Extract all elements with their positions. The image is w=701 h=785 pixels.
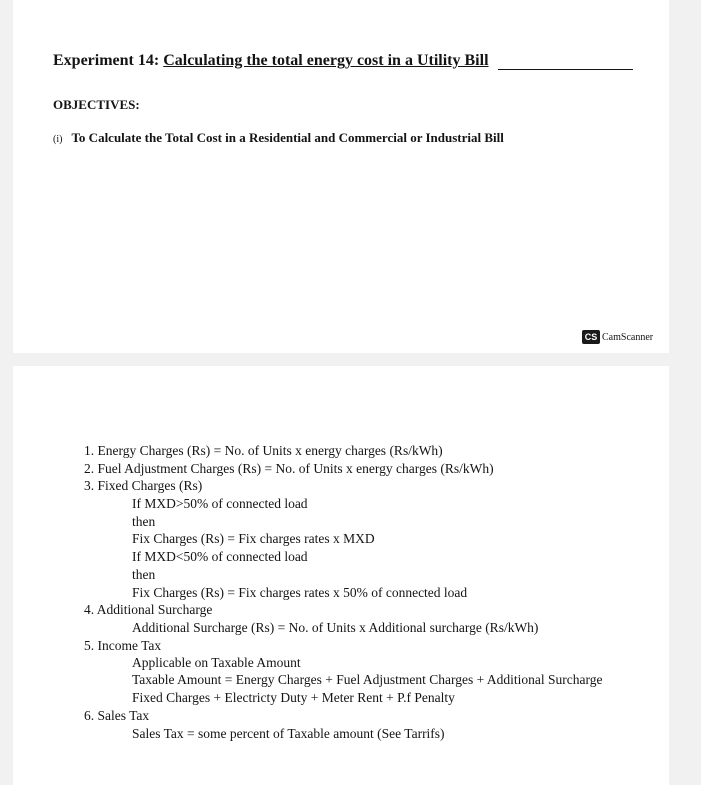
objectives-heading: OBJECTIVES: <box>53 97 140 112</box>
line-fix-charges-mxd: Fix Charges (Rs) = Fix charges rates x MXD <box>132 531 375 546</box>
line-fix-charges-50: Fix Charges (Rs) = Fix charges rates x 50% of connected load <box>132 585 468 600</box>
line-fuel-adjustment: 2. Fuel Adjustment Charges (Rs) = No. of Units x energy charges (Rs/kWh) <box>84 461 494 476</box>
objective-number: (i) <box>53 134 63 145</box>
page-1 <box>13 0 669 353</box>
line-then-1: then <box>132 514 156 529</box>
line-surcharge-formula: Additional Surcharge (Rs) = No. of Units x Additional surcharge (Rs/kWh) <box>132 620 539 635</box>
camscanner-text: CamScanner <box>602 331 654 343</box>
line-sales-tax-formula: Sales Tax = some percent of Taxable amount (See Tarrifs) <box>132 726 445 741</box>
page-2 <box>13 366 669 785</box>
line-additional-surcharge: 4. Additional Surcharge <box>84 602 213 617</box>
line-if-mxd-less: If MXD<50% of connected load <box>132 549 308 564</box>
camscanner-watermark <box>582 330 653 344</box>
line-energy-charges: 1. Energy Charges (Rs) = No. of Units x energy charges (Rs/kWh) <box>84 443 443 458</box>
line-sales-tax: 6. Sales Tax <box>84 708 150 723</box>
objective-text: To Calculate the Total Cost in a Residential and Commercial or Industrial Bill <box>71 130 504 145</box>
title-prefix: Experiment 14: <box>53 52 164 69</box>
title-underline-rule <box>498 69 633 70</box>
line-then-2: then <box>132 567 156 582</box>
experiment-title <box>53 52 489 70</box>
objective-item <box>53 130 504 146</box>
line-taxable-amount: Taxable Amount = Energy Charges + Fuel Adjustment Charges + Additional Surcharge <box>132 672 603 687</box>
title-underlined: Calculating the total energy cost in a Utility Bill <box>163 52 489 69</box>
line-applicable: Applicable on Taxable Amount <box>132 655 301 670</box>
line-fixed-charges: 3. Fixed Charges (Rs) <box>84 478 203 493</box>
line-income-tax: 5. Income Tax <box>84 638 162 653</box>
camscanner-logo-icon: CS <box>582 330 600 344</box>
line-if-mxd-greater: If MXD>50% of connected load <box>132 496 308 511</box>
line-fixed-charges-sum: Fixed Charges + Electricty Duty + Meter Rent + P.f Penalty <box>132 690 455 705</box>
